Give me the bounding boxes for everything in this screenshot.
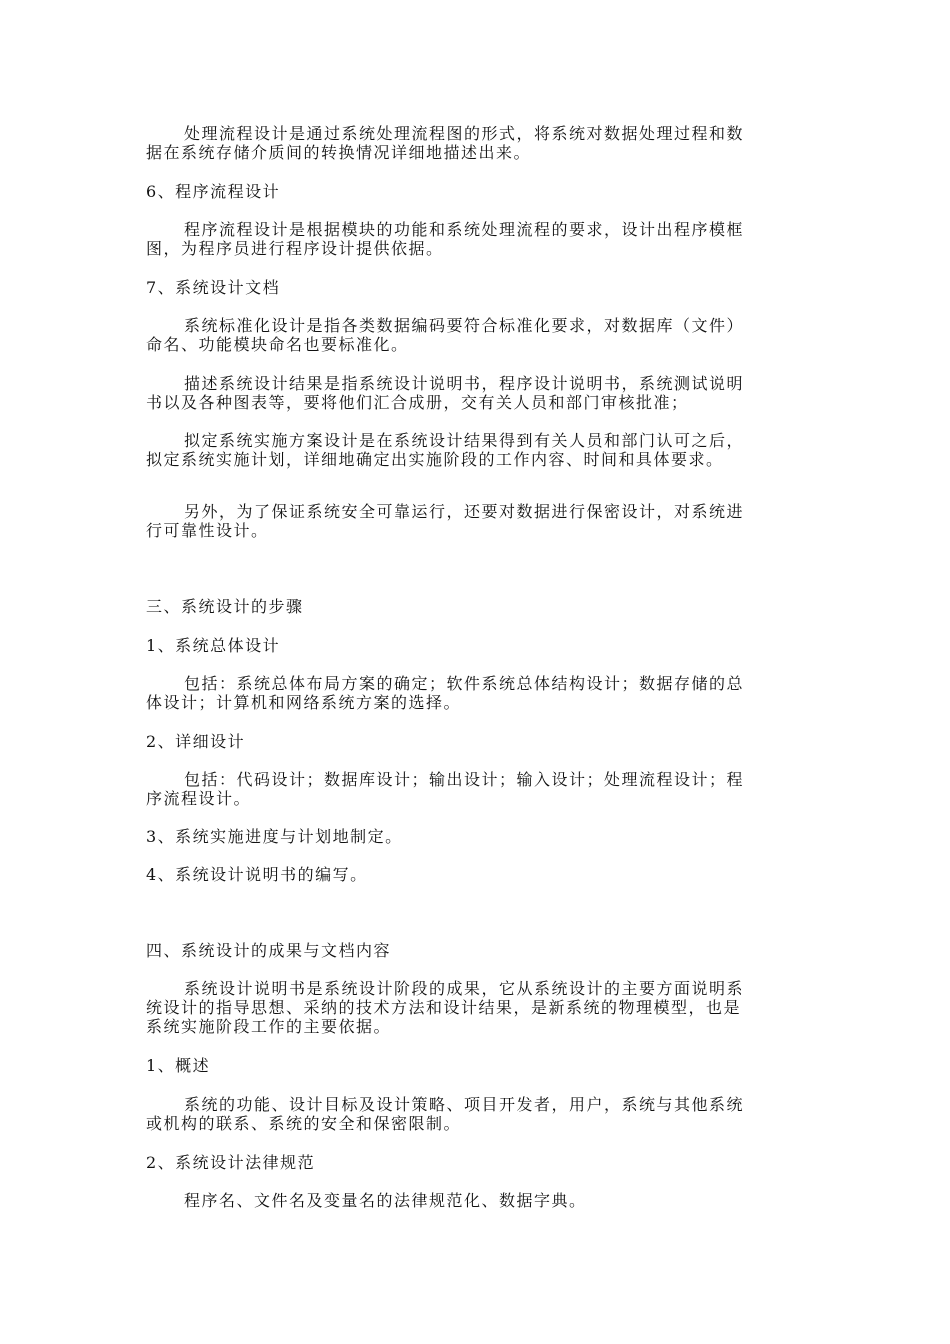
heading-detailed-design: 2、详细设计 <box>146 732 246 751</box>
text-line: 拟定系统实施计划，详细地确定出实施阶段的工作内容、时间和具体要求。 <box>146 450 724 469</box>
text-line: 行可靠性设计。 <box>146 521 269 540</box>
text-line: 包括：系统总体布局方案的确定；软件系统总体结构设计；数据存储的总 <box>184 674 745 693</box>
text-line: 图，为程序员进行程序设计提供依据。 <box>146 239 444 258</box>
text-line: 书以及各种图表等，要将他们汇合成册，交有关人员和部门审核批准； <box>146 393 689 412</box>
section-heading-design-results: 四、系统设计的成果与文档内容 <box>146 941 392 960</box>
paragraph-standardization-design <box>146 316 818 354</box>
text-line: 系统实施阶段工作的主要依据。 <box>146 1017 392 1036</box>
heading-program-flow-design: 6、程序流程设计 <box>146 182 281 201</box>
heading-implementation-schedule: 3、系统实施进度与计划地制定。 <box>146 827 403 846</box>
paragraph-design-result-description <box>146 374 818 412</box>
paragraph-program-flow-design <box>146 220 818 258</box>
heading-design-standards: 2、系统设计法律规范 <box>146 1153 316 1172</box>
paragraph-implementation-plan <box>146 431 818 469</box>
paragraph-overview <box>146 1095 818 1133</box>
text-line: 包括：代码设计；数据库设计；输出设计；输入设计；处理流程设计；程 <box>184 770 745 789</box>
text-line: 命名、功能模块命名也要标准化。 <box>146 335 409 354</box>
text-line: 另外，为了保证系统安全可靠运行，还要对数据进行保密设计，对系统进 <box>184 502 745 521</box>
text-line: 描述系统设计结果是指系统设计说明书，程序设计说明书，系统测试说明 <box>184 374 745 393</box>
paragraph-design-specification-results <box>146 979 818 1036</box>
section-heading-design-steps: 三、系统设计的步骤 <box>146 597 304 616</box>
text-line: 程序名、文件名及变量名的法律规范化、数据字典。 <box>184 1191 587 1210</box>
text-line: 或机构的联系、系统的安全和保密限制。 <box>146 1114 462 1133</box>
text-line: 处理流程设计是通过系统处理流程图的形式，将系统对数据处理过程和数 <box>184 124 745 143</box>
text-line: 系统的功能、设计目标及设计策略、项目开发者，用户，系统与其他系统 <box>184 1095 745 1114</box>
text-line: 系统设计说明书是系统设计阶段的成果，它从系统设计的主要方面说明系 <box>184 979 745 998</box>
paragraph-detailed-design <box>146 770 818 808</box>
text-line: 据在系统存储介质间的转换情况详细地描述出来。 <box>146 143 532 162</box>
paragraph-overall-design <box>146 674 818 712</box>
text-line: 系统标准化设计是指各类数据编码要符合标准化要求，对数据库（文件） <box>184 316 745 335</box>
heading-overview: 1、概述 <box>146 1056 211 1075</box>
paragraph-security-design <box>146 502 818 540</box>
heading-system-design-document: 7、系统设计文档 <box>146 278 281 297</box>
paragraph-processing-flow-design <box>146 124 818 162</box>
text-line: 统设计的指导思想、采纳的技术方法和设计结果，是新系统的物理模型，也是 <box>146 998 742 1017</box>
text-line: 序流程设计。 <box>146 789 252 808</box>
text-line: 拟定系统实施方案设计是在系统设计结果得到有关人员和部门认可之后， <box>184 431 745 450</box>
paragraph-design-standards <box>146 1191 818 1210</box>
text-line: 程序流程设计是根据模块的功能和系统处理流程的要求，设计出程序模框 <box>184 220 745 239</box>
heading-design-specification: 4、系统设计说明书的编写。 <box>146 865 368 884</box>
text-line: 体设计；计算机和网络系统方案的选择。 <box>146 693 462 712</box>
heading-overall-design: 1、系统总体设计 <box>146 636 281 655</box>
